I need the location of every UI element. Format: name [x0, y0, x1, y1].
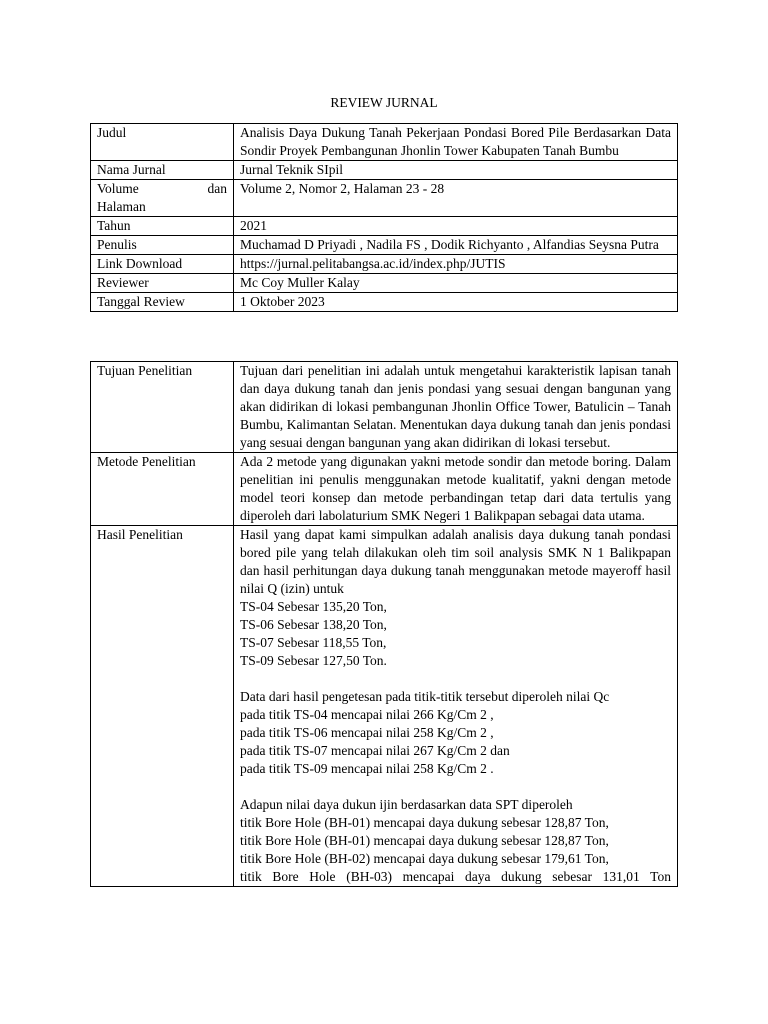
hasil-q-line: TS-06 Sebesar 138,20 Ton,: [240, 617, 387, 632]
hasil-spt-line: titik Bore Hole (BH-03) mencapai daya dukung sebesar 131,01 Ton: [240, 869, 671, 884]
table-row: [91, 293, 678, 312]
metode-label: Metode Penelitian: [91, 453, 234, 526]
hasil-qc-line: pada titik TS-04 mencapai nilai 266 Kg/Cm 2 ,: [240, 707, 494, 722]
reviewer-label: Reviewer: [91, 274, 234, 293]
judul-value: Analisis Daya Dukung Tanah Pekerjaan Pondasi Bored Pile Berdasarkan Data Sondir Proyek Pembangunan Jhonlin Tower Kabupaten Tanah Bumbu: [234, 124, 678, 161]
volume-value: Volume 2, Nomor 2, Halaman 23 - 28: [234, 180, 678, 217]
nama-jurnal-value: Jurnal Teknik SIpil: [234, 161, 678, 180]
table-row: [91, 362, 678, 453]
hasil-spt-line: titik Bore Hole (BH-02) mencapai daya dukung sebesar 179,61 Ton,: [240, 851, 609, 866]
penulis-label: Penulis: [91, 236, 234, 255]
hasil-spt-line: titik Bore Hole (BH-01) mencapai daya dukung sebesar 128,87 Ton,: [240, 815, 609, 830]
table-row: [91, 161, 678, 180]
hasil-qc-line: pada titik TS-09 mencapai nilai 258 Kg/Cm 2 .: [240, 761, 494, 776]
reviewer-value: Mc Coy Muller Kalay: [234, 274, 678, 293]
spacer: [240, 778, 671, 796]
hasil-qc-line: pada titik TS-06 mencapai nilai 258 Kg/Cm 2 ,: [240, 725, 494, 740]
nama-jurnal-label: Nama Jurnal: [91, 161, 234, 180]
judul-label: Judul: [91, 124, 234, 161]
link-download-label: Link Download: [91, 255, 234, 274]
hasil-value: [234, 526, 678, 887]
hasil-qc-line: pada titik TS-07 mencapai nilai 267 Kg/Cm 2 dan: [240, 743, 510, 758]
hasil-q-line: TS-04 Sebesar 135,20 Ton,: [240, 599, 387, 614]
volume-label-word: Volume: [97, 181, 139, 196]
hasil-q-line: TS-09 Sebesar 127,50 Ton.: [240, 653, 387, 668]
table-row: [91, 217, 678, 236]
hasil-spt-line: titik Bore Hole (BH-01) mencapai daya dukung sebesar 128,87 Ton,: [240, 833, 609, 848]
penulis-value: Muchamad D Priyadi , Nadila FS , Dodik Richyanto , Alfandias Seysna Putra: [234, 236, 678, 255]
table-row: [91, 124, 678, 161]
tanggal-review-label: Tanggal Review: [91, 293, 234, 312]
journal-info-table: [90, 123, 678, 312]
table-row: [91, 274, 678, 293]
volume-label-halaman: Halaman: [97, 199, 146, 214]
hasil-q-line: TS-07 Sebesar 118,55 Ton,: [240, 635, 387, 650]
document-title: REVIEW JURNAL: [330, 95, 438, 110]
spacer: [240, 670, 671, 688]
hasil-qc-intro: Data dari hasil pengetesan pada titik-titik tersebut diperoleh nilai Qc: [240, 689, 610, 704]
volume-label-and: dan: [207, 181, 227, 196]
table-row: [91, 180, 678, 217]
tujuan-label: Tujuan Penelitian: [91, 362, 234, 453]
tahun-value: 2021: [234, 217, 678, 236]
tanggal-review-value: 1 Oktober 2023: [234, 293, 678, 312]
table-row: [91, 526, 678, 887]
table-row: [91, 236, 678, 255]
tujuan-value: Tujuan dari penelitian ini adalah untuk mengetahui karakteristik lapisan tanah dan daya dukung tanah dan jenis pondasi yang sesuai dengan bangunan yang akan didirikan di lokasi pembangunan Jhonlin Office Tower, Batulicin – Tanah Bumbu, Kalimantan Selatan. Menentukan daya dukung tanah dan jenis pondasi yang sesuai dengan bangunan yang akan didirikan di lokasi tersebut.: [234, 362, 678, 453]
hasil-label: Hasil Penelitian: [91, 526, 234, 887]
table-row: [91, 255, 678, 274]
volume-label: [91, 180, 234, 217]
research-summary-table: [90, 361, 678, 887]
link-download-value: https://jurnal.pelitabangsa.ac.id/index.php/JUTIS: [234, 255, 678, 274]
tahun-label: Tahun: [91, 217, 234, 236]
hasil-spt-intro: Adapun nilai daya dukun ijin berdasarkan data SPT diperoleh: [240, 797, 573, 812]
metode-value: Ada 2 metode yang digunakan yakni metode sondir dan metode boring. Dalam penelitian ini penulis menggunakan metode kualitatif, yakni dengan metode model teori konsep dan metode perbandingan tetap dari data tertulis yang diperoleh dari labolaturium SMK Negeri 1 Balikpapan sebagai data utama.: [234, 453, 678, 526]
table-row: [91, 453, 678, 526]
hasil-intro: Hasil yang dapat kami simpulkan adalah analisis daya dukung tanah pondasi bored pile yang telah dilakukan oleh tim soil analysis SMK N 1 Balikpapan dan hasil perhitungan daya dukung tanah menggunakan metode mayeroff hasil nilai Q (izin) untuk: [240, 527, 671, 596]
